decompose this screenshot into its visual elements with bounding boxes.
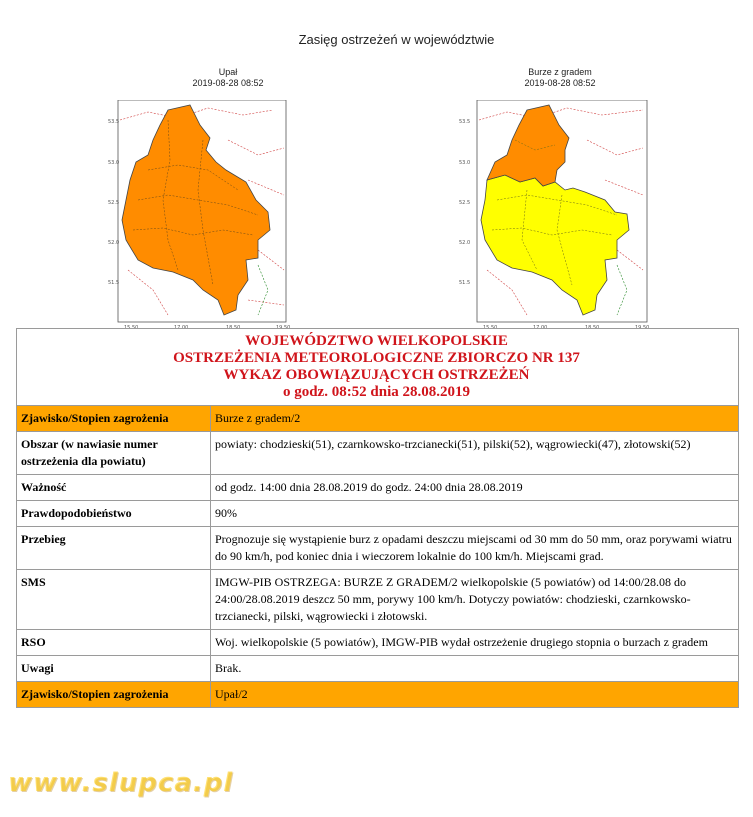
lat-tick: 53.5 — [108, 119, 120, 125]
lon-tick: 19.50 — [635, 325, 650, 330]
header-line-3: WYKAZ OBOWIĄZUJĄCYCH OSTRZEŻEŃ — [223, 367, 530, 383]
header-line-4: o godz. 08:52 dnia 28.08.2019 — [282, 384, 471, 400]
map-timestamp: 2019-08-28 08:52 — [192, 78, 264, 88]
table-row — [17, 527, 739, 570]
row-label: Uwagi — [17, 656, 211, 682]
map-burze — [460, 67, 660, 89]
row-value: od godz. 14:00 dnia 28.08.2019 do godz. 24:00 dnia 28.08.2019 — [211, 475, 739, 501]
table-row — [17, 501, 739, 527]
lon-tick: 15.50 — [483, 325, 498, 330]
row-value: IMGW-PIB OSTRZEGA: BURZE Z GRADEM/2 wielkopolskie (5 powiatów) od 14:00/28.08 do 24:00/28.08.2019 deszcz 50 mm, porywy 100 km/h. Dotyczy powiatów: chodzieski, czarnkowsko-trzcianecki, pilski, wągrowiecki i złotowski. — [211, 570, 739, 630]
lon-tick: 15.50 — [124, 325, 139, 330]
table-row — [17, 656, 739, 682]
table-row — [17, 432, 739, 475]
lat-tick: 53.0 — [108, 160, 120, 166]
row-value: Woj. wielkopolskie (5 powiatów), IMGW-PIB wydał ostrzeżenie drugiego stopnia o burzach z gradem — [211, 630, 739, 656]
row-value: Burze z gradem/2 — [211, 406, 739, 432]
table-row — [17, 570, 739, 630]
lat-tick: 53.0 — [459, 160, 471, 166]
lat-tick: 51.5 — [459, 280, 471, 286]
lon-tick: 18.50 — [585, 325, 600, 330]
map-title: Burze z gradem — [528, 67, 592, 77]
table-row — [17, 682, 739, 708]
row-label: SMS — [17, 570, 211, 630]
row-value: Upał/2 — [211, 682, 739, 708]
row-label: Zjawisko/Stopien zagrożenia — [17, 682, 211, 708]
header-line-1: WOJEWÓDZTWO WIELKOPOLSKIE — [245, 333, 508, 349]
row-label: Ważność — [17, 475, 211, 501]
row-label: Obszar (w nawiasie numer ostrzeżenia dla powiatu) — [17, 432, 211, 475]
lon-tick: 19.50 — [276, 325, 291, 330]
map-upal-graphic — [108, 100, 298, 330]
lat-tick: 53.5 — [459, 119, 471, 125]
row-label: RSO — [17, 630, 211, 656]
row-value: Prognozuje się wystąpienie burz z opadami deszczu miejscami od 30 mm do 50 mm, oraz porywami wiatru do 90 km/h, pod koniec dnia i wieczorem lokalnie do 100 km/h. Miejscami grad. — [211, 527, 739, 570]
table-row — [17, 630, 739, 656]
row-label: Prawdopodobieństwo — [17, 501, 211, 527]
map-timestamp: 2019-08-28 08:52 — [524, 78, 596, 88]
page-title: Zasięg ostrzeżeń w województwie — [298, 32, 495, 47]
lat-tick: 52.5 — [108, 200, 120, 206]
row-value: Brak. — [211, 656, 739, 682]
table-row — [17, 406, 739, 432]
warnings-table — [16, 328, 739, 708]
table-row — [17, 475, 739, 501]
row-value: powiaty: chodzieski(51), czarnkowsko-trzcianecki(51), pilski(52), wągrowiecki(47), złotowski(52) — [211, 432, 739, 475]
table-header — [17, 329, 739, 406]
lat-tick: 52.5 — [459, 200, 471, 206]
header-line-2: OSTRZEŻENIA METEOROLOGICZNE ZBIORCZO NR 137 — [173, 350, 580, 366]
map-upal — [128, 67, 328, 89]
lat-tick: 52.0 — [108, 240, 120, 246]
lat-tick: 52.0 — [459, 240, 471, 246]
lon-tick: 18.50 — [226, 325, 241, 330]
lon-tick: 17.00 — [533, 325, 548, 330]
lat-tick: 51.5 — [108, 280, 120, 286]
watermark-logo: www.slupca.pl — [8, 768, 234, 798]
map-title: Upał — [218, 67, 238, 77]
lon-tick: 17.00 — [174, 325, 189, 330]
map-burze-graphic — [455, 100, 655, 330]
row-label: Przebieg — [17, 527, 211, 570]
row-value: 90% — [211, 501, 739, 527]
row-label: Zjawisko/Stopien zagrożenia — [17, 406, 211, 432]
